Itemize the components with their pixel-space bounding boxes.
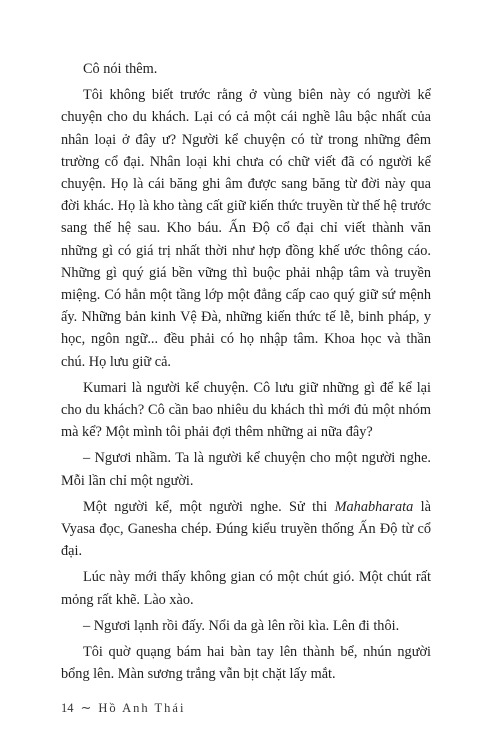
- paragraph-3: Kumari là người kể chuyện. Cô lưu giữ những gì để kể lại cho du khách? Cô cần bao nhiêu du khách thì mới đủ một nhóm mà kể? Một mình tôi phải đợi thêm những ai nữa đây?: [61, 379, 431, 441]
- paragraph-5-text-a: Một người kể, một người nghe. Sử thi: [83, 498, 335, 515]
- paragraph-8: Tôi quờ quạng bám hai bàn tay lên thành bể, nhún người bổng lên. Màn sương trắng vẫn bịt chặt lấy mắt.: [61, 644, 431, 683]
- paragraph-6: Lúc này mới thấy không gian có một chút gió. Một chút rất mỏng rất khẽ. Lào xào.: [61, 569, 431, 608]
- footer-separator: ∼: [80, 700, 92, 715]
- paragraph-5-text-b: là Vyasa đọc, Ganesha chép. Đúng kiểu truyền thống Ấn Độ từ cổ đại.: [61, 498, 431, 560]
- paragraph-1: Cô nói thêm.: [83, 61, 158, 77]
- paragraph-2: Tôi không biết trước rằng ở vùng biên này có người kể chuyện cho du khách. Lại có cả một cái nghề lâu bậc nhất của nhân loại ở đây ư? Người kể chuyện có từ trong những đêm trường cổ đại. Nhân loại khi chưa có chữ viết đã có người kể chuyện. Họ là cái băng ghi âm được sang băng từ đời này qua đời khác. Họ là kho tàng cất giữ kiến thức truyền từ thế hệ trước sang thế hệ sau. Kho báu. Ấn Độ cổ đại chỉ viết thành văn những gì có giá trị nhất thời như hợp đồng khế ước thông cáo. Những gì quý giá bền vững thì buộc phải nhập tâm và truyền miệng. Có hẳn một tầng lớp một đẳng cấp cao quý giữ sứ mệnh ấy. Những bản kinh Vệ Đà, những kiến thức tế lễ, binh pháp, y học, ngôn ngữ... đều phải có họ nhập tâm. Khoa học và thần chú. Họ lưu giữ cả.: [61, 87, 431, 370]
- epic-title: Mahabharata: [334, 498, 414, 515]
- paragraph-4: – Ngươi nhầm. Ta là người kể chuyện cho một người nghe. Mỗi lần chỉ một người.: [61, 450, 431, 489]
- paragraph-7: – Ngươi lạnh rồi đấy. Nổi da gà lên rồi kìa. Lên đi thôi.: [83, 617, 400, 634]
- paragraph-5: [61, 496, 431, 563]
- page-footer: [61, 700, 185, 716]
- author-name: Hồ Anh Thái: [98, 700, 186, 715]
- body-text: [61, 58, 431, 689]
- page-number: 14: [61, 700, 74, 715]
